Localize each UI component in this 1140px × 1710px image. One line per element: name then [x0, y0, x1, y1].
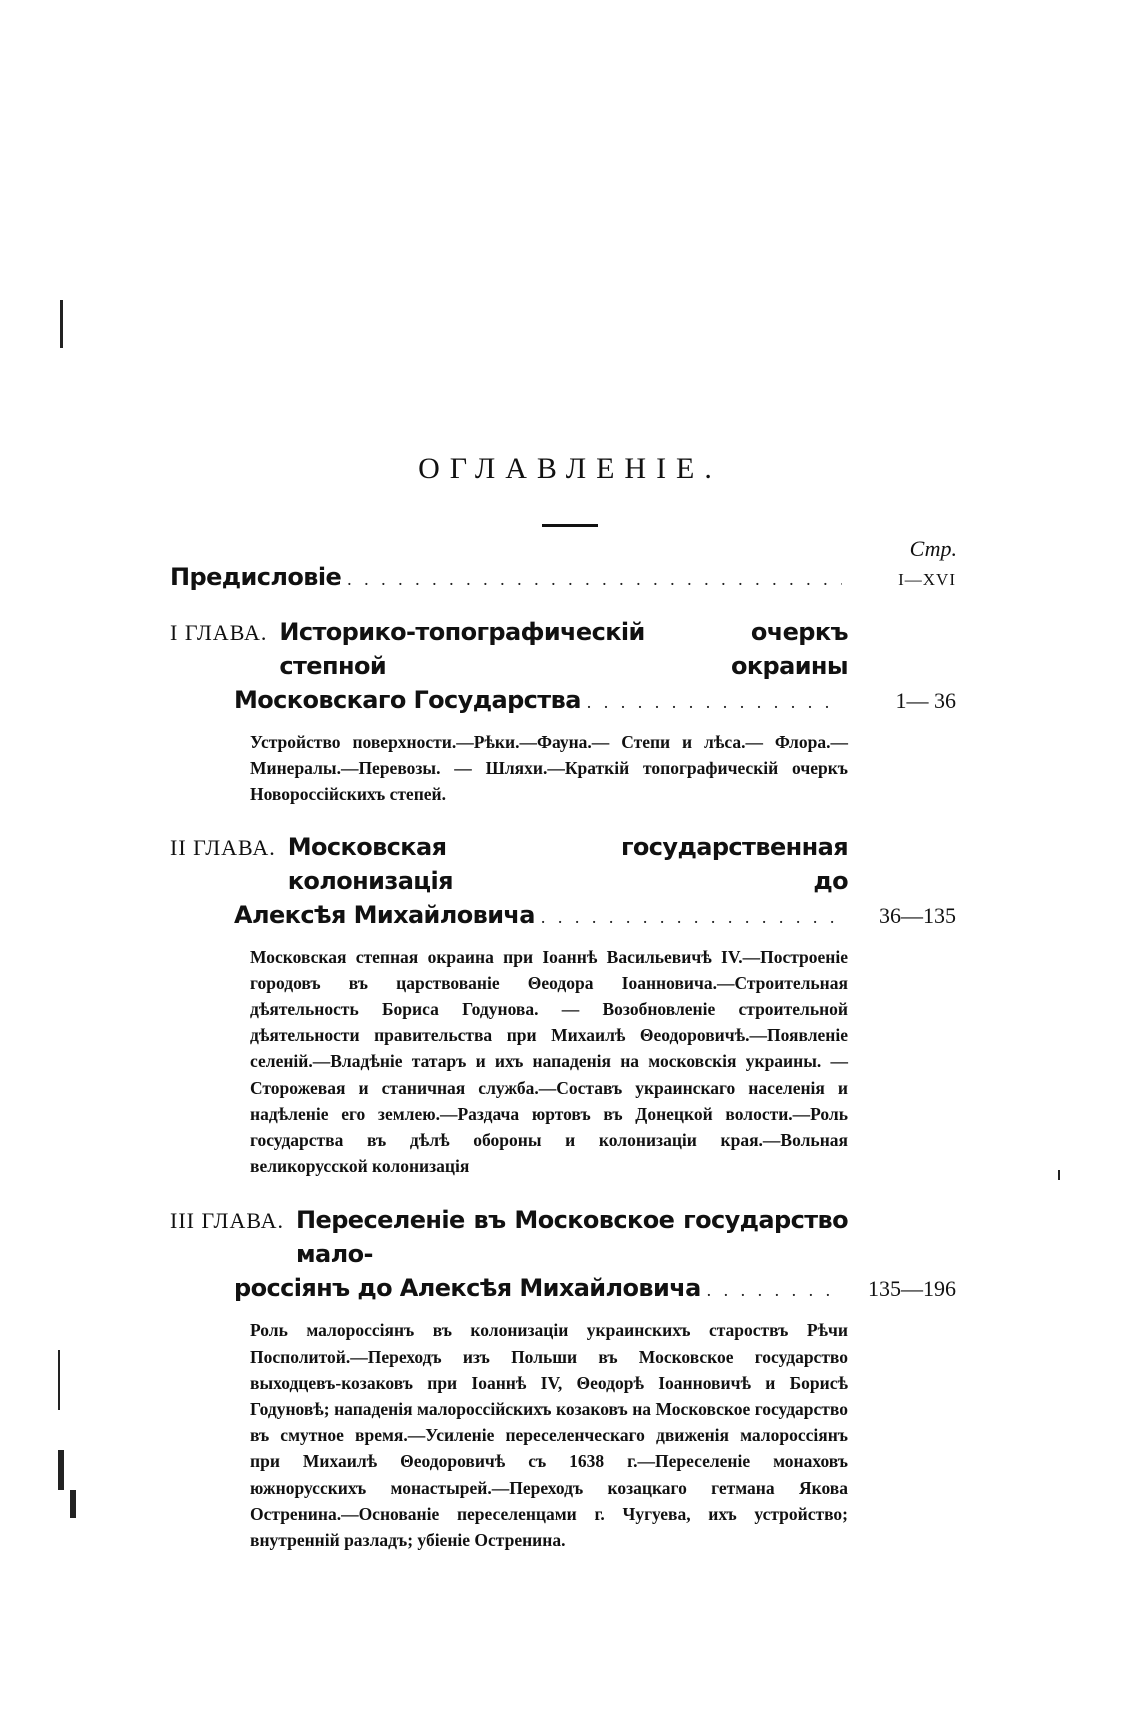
chapter-pages: 135—196 — [868, 1276, 956, 1302]
chapter-pages: 36—135 — [879, 902, 956, 928]
preface-title: Предисловіе — [170, 563, 342, 591]
chapter-title-line-2: россіянъ до Алексѣя Михайловича — [234, 1274, 701, 1303]
chapter-label: I ГЛАВА. — [170, 620, 268, 645]
toc-entry-chapter-3 — [170, 1203, 956, 1553]
toc-entry-chapter-1 — [170, 615, 956, 808]
chapter-summary: Роль малороссіянъ въ колонизаціи украинскихъ староствъ Рѣчи Посполитой.—Переходъ изъ Польши въ Московское государство выходцевъ-козаковъ при Іоаннѣ IV, Θеодорѣ Іоанновичѣ и Борисѣ Годуновѣ; нападенія малороссійскихъ козаковъ на Московское государство въ смутное время.—Усиленіе переселенческаго движенія малороссіянъ при Михаилѣ Θеодоровичѣ съ 1638 г.—Переселеніе монаховъ южнорусскихъ монастырей.—Переходъ козацкаго гетмана Якова Остренина.—Основаніе переселенцами г. Чугуева, ихъ устройство; внутренній разладъ; убіеніе Остренина. — [250, 1320, 848, 1551]
page-title: ОГЛАВЛЕНІЕ. — [418, 452, 722, 485]
chapter-summary: Московская степная окраина при Іоаннѣ Васильевичѣ IV.—Построеніе городовъ въ царствованіе Θеодора Іоанновича.—Строительная дѣятельность Бориса Годунова. — Возобновленіе строительной дѣятельности правительства при Михаилѣ Θеодоровичѣ.—Появленіе селеній.—Владѣніе татаръ и ихъ нападенія на московскія украины. — Сторожевая и станичная служба.—Составъ украинскаго населенія и надѣленіе его землею.—Раздача юртовъ въ Донецкой волости.—Роль государства въ дѣлѣ обороны и колонизаціи края.—Вольная великорусской колонизація — [250, 946, 848, 1177]
dot-leader — [587, 685, 842, 719]
chapter-label: II ГЛАВА. — [170, 834, 276, 860]
preface-pages: I—XVI — [898, 570, 956, 589]
scan-mark — [58, 1450, 64, 1490]
dot-leader — [541, 900, 842, 934]
table-of-contents — [170, 560, 956, 1553]
chapter-title-line-2: Алексѣя Михайловича — [234, 900, 535, 929]
dot-leader — [347, 562, 842, 596]
chapter-summary: Устройство поверхности.—Рѣки.—Фауна.— Степи и лѣса.— Флора.—Минералы.—Перевозы. — Шляхи.—Краткій топографическій очеркъ Новороссійскихъ степей. — [250, 732, 848, 805]
dot-leader — [707, 1273, 842, 1307]
chapter-pages: 1— 36 — [895, 688, 956, 713]
chapter-title-line-2: Московскаго Государства — [234, 686, 581, 714]
chapter-title-line-1: Переселеніе въ Московское государство мало- — [296, 1206, 848, 1269]
scan-mark — [70, 1490, 76, 1518]
chapter-title-line-1: Историко-топографическій очеркъ степной окраины — [279, 618, 848, 680]
chapter-label: III ГЛАВА. — [170, 1208, 285, 1234]
chapter-title-line-1: Московская государственная колонизація до — [287, 832, 848, 895]
toc-entry-chapter-2 — [170, 830, 956, 1180]
toc-entry-preface — [170, 560, 956, 597]
title-rule — [542, 524, 598, 527]
scan-mark — [58, 1350, 60, 1410]
scan-mark — [1058, 1170, 1060, 1180]
scan-mark — [60, 300, 63, 348]
page-column-label: Стр. — [909, 536, 957, 561]
